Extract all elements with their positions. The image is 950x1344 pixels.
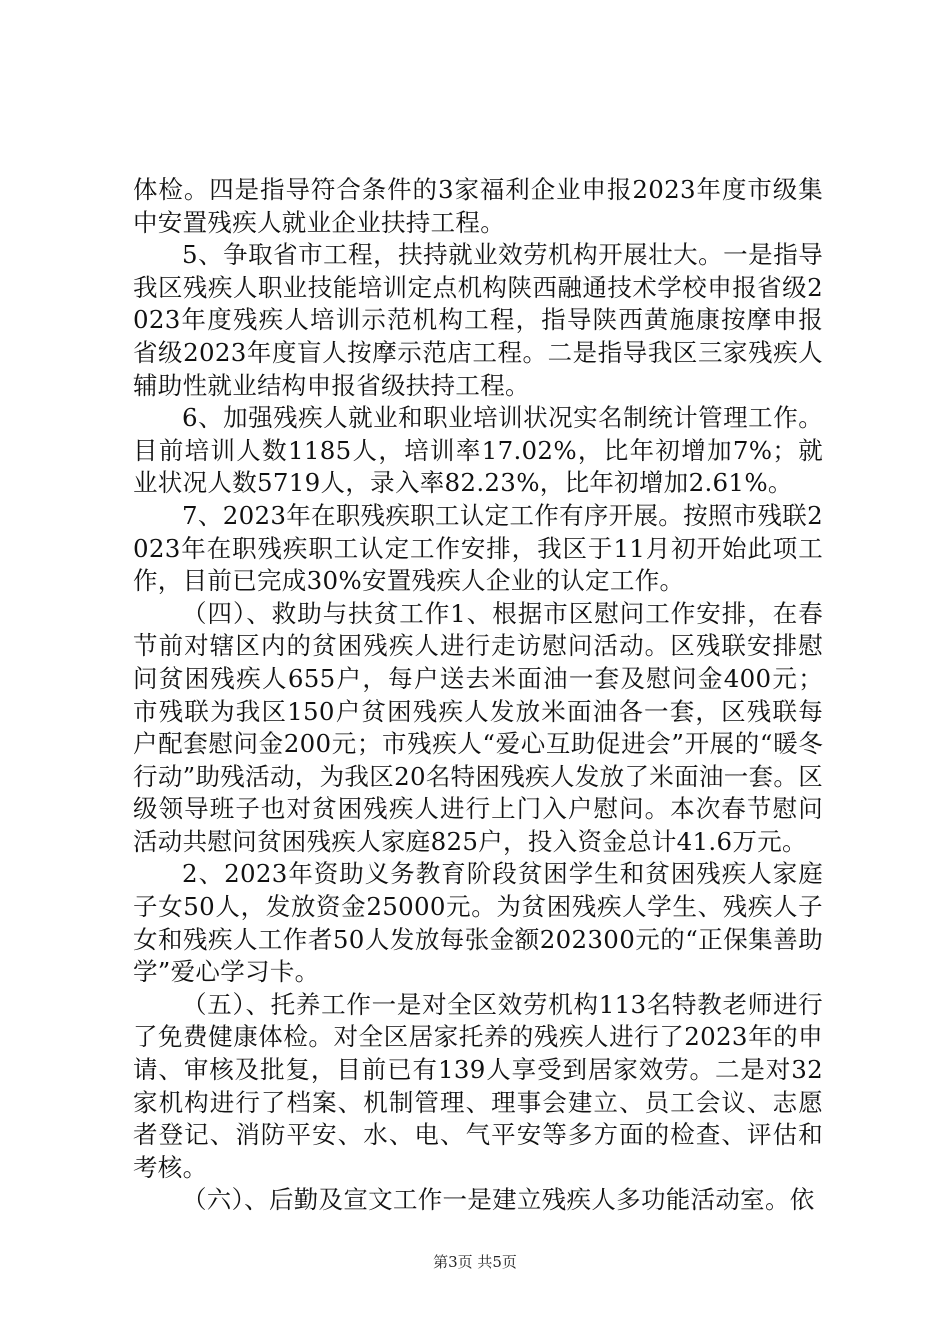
page-footer: 第3页 共5页 — [433, 1253, 517, 1271]
document-body — [133, 174, 823, 1217]
paragraph-7: （五）、托养工作一是对全区效劳机构113名特教老师进行了免费健康体检。对全区居家托养的残疾人进行了2023年的申请、审核及批复，目前已有139人享受到居家效劳。二是对32家机构进行了档案、机制管理、理事会建立、员工会议、志愿者登记、消防平安、水、电、气平安等多方面的检查、评估和考核。 — [133, 989, 823, 1182]
paragraph-8: （六）、后勤及宣文工作一是建立残疾人多功能活动室。依 — [182, 1185, 815, 1215]
paragraph-3: 6、加强残疾人就业和职业培训状况实名制统计管理工作。目前培训人数1185人，培训率17.02%，比年初增加7%；就业状况人数5719人，录入率82.23%，比年初增加2.61%。 — [133, 403, 823, 498]
paragraph-1: 体检。四是指导符合条件的3家福利企业申报2023年度市级集中安置残疾人就业企业扶持工程。 — [133, 175, 823, 237]
paragraph-6: 2、2023年资助义务教育阶段贫困学生和贫困残疾人家庭子女50人，发放资金25000元。为贫困残疾人学生、残疾人子女和残疾人工作者50人发放每张金额202300元的“正保集善助学”爱心学习卡。 — [133, 859, 823, 987]
paragraph-5: （四）、救助与扶贫工作1、根据市区慰问工作安排，在春节前对辖区内的贫困残疾人进行走访慰问活动。区残联安排慰问贫困残疾人655户，每户送去米面油一套及慰问金400元；市残联为我区150户贫困残疾人发放米面油各一套，区残联每户配套慰问金200元；市残疾人“爱心互助促进会”开展的“暖冬行动”助残活动，为我区20名特困残疾人发放了米面油一套。区级领导班子也对贫困残疾人进行上门入户慰问。本次春节慰问活动共慰问贫困残疾人家庭825户，投入资金总计41.6万元。 — [133, 598, 823, 856]
paragraph-2: 5、争取省市工程，扶持就业效劳机构开展壮大。一是指导我区残疾人职业技能培训定点机构陕西融通技术学校申报省级2023年度残疾人培训示范机构工程，指导陕西黄施康按摩申报省级2023年度盲人按摩示范店工程。二是指导我区三家残疾人辅助性就业结构申报省级扶持工程。 — [133, 240, 823, 400]
paragraph-4: 7、2023年在职残疾职工认定工作有序开展。按照市残联2023年在职残疾职工认定工作安排，我区于11月初开始此项工作，目前已完成30%安置残疾人企业的认定工作。 — [133, 500, 823, 596]
